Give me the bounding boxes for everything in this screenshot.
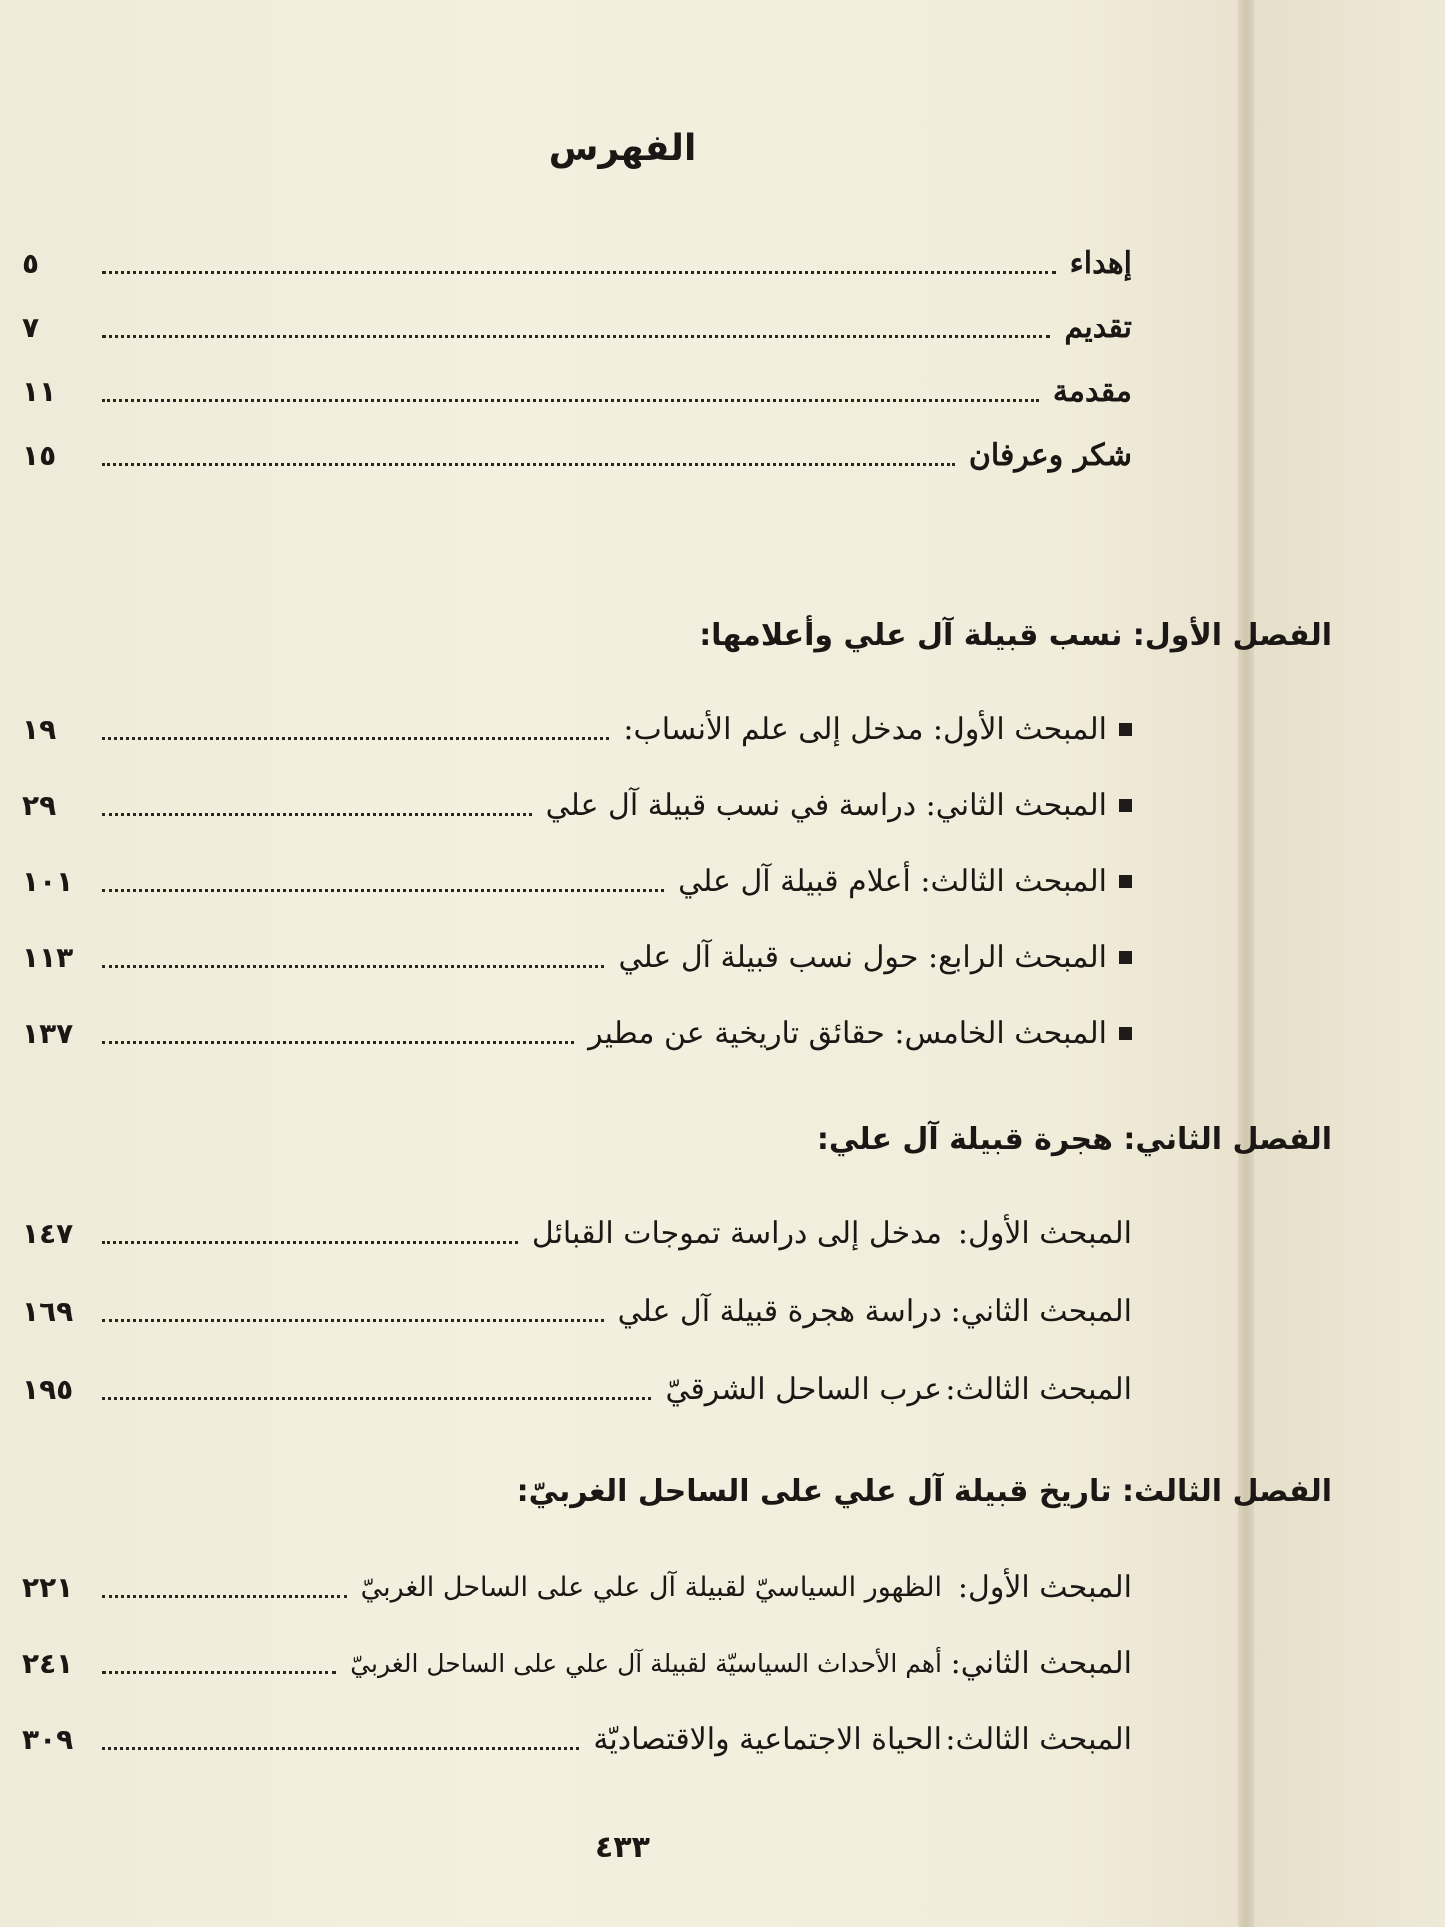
toc-label: المبحث الثالث: أعلام قبيلة آل علي [678, 864, 1107, 899]
toc-label: المبحث الثاني: دراسة في نسب قبيلة آل علي [545, 788, 1107, 823]
toc-row-ch3-s3 [22, 1708, 1132, 1762]
toc-label: إهداء [1069, 246, 1132, 281]
toc-page-number: ١٩٥ [22, 1373, 74, 1406]
square-bullet-icon [1119, 875, 1132, 888]
dot-leader [102, 399, 1039, 402]
toc-row-ch3-s2 [22, 1632, 1132, 1686]
dot-leader [102, 1595, 347, 1598]
toc-prefix: المبحث الثاني: [950, 1294, 1132, 1329]
square-bullet-icon [1119, 951, 1132, 964]
toc-page-number: ١١ [22, 375, 57, 408]
toc-page-number: ١٣٧ [22, 1017, 74, 1050]
toc-label: المبحث الخامس: حقائق تاريخية عن مطير [588, 1016, 1107, 1051]
toc-prefix: المبحث الثاني: [950, 1646, 1132, 1681]
toc-row-ch1-s1 [22, 698, 1132, 752]
dot-leader [102, 965, 604, 968]
square-bullet-icon [1119, 1027, 1132, 1040]
toc-prefix: المبحث الأول: [957, 1216, 1132, 1251]
toc-page-number: ٢٢١ [22, 1571, 74, 1604]
dot-leader [102, 335, 1050, 338]
dot-leader [102, 889, 664, 892]
toc-label: الحياة الاجتماعية والاقتصاديّة [593, 1722, 942, 1757]
chapter-1-heading: الفصل الأول: نسب قبيلة آل علي وأعلامها: [699, 618, 1332, 653]
toc-row-ch2-s2 [22, 1280, 1132, 1334]
toc-page-number: ١٦٩ [22, 1295, 74, 1328]
toc-label: شكر وعرفان [968, 438, 1132, 473]
toc-page-number: ١١٣ [22, 941, 74, 974]
toc-row-introduction [22, 360, 1132, 414]
dot-leader [102, 271, 1056, 274]
toc-page-number: ١٩ [22, 713, 57, 746]
toc-row-preface [22, 296, 1132, 350]
toc-page-number: ١٠١ [22, 865, 74, 898]
page-title: الفهرس [548, 128, 697, 169]
toc-page-number: ٧ [22, 311, 40, 344]
toc-page-number: ١٤٧ [22, 1217, 74, 1250]
page-number: ٤٣٣ [595, 1830, 650, 1865]
toc-page-number: ٢٩ [22, 789, 57, 822]
toc-page-number: ٢٤١ [22, 1647, 74, 1680]
chapter-2-heading: الفصل الثاني: هجرة قبيلة آل علي: [816, 1122, 1332, 1157]
next-page-edge [1254, 0, 1445, 1927]
square-bullet-icon [1119, 799, 1132, 812]
toc-label: عرب الساحل الشرقيّ [665, 1372, 942, 1407]
toc-row-ch1-s3 [22, 850, 1132, 904]
toc-row-ch3-s1 [22, 1556, 1132, 1610]
dot-leader [102, 1397, 651, 1400]
toc-label: المبحث الرابع: حول نسب قبيلة آل علي [618, 940, 1107, 975]
dot-leader [102, 737, 609, 740]
toc-label: تقديم [1064, 310, 1132, 345]
dot-leader [102, 1241, 518, 1244]
toc-page-number: ٥ [22, 247, 40, 280]
toc-prefix: المبحث الثالث: [945, 1372, 1132, 1407]
chapter-3-heading: الفصل الثالث: تاريخ قبيلة آل علي على الساحل الغربيّ: [516, 1474, 1332, 1509]
toc-prefix: المبحث الثالث: [945, 1722, 1132, 1757]
dot-leader [102, 1319, 604, 1322]
toc-label: أهم الأحداث السياسيّة لقبيلة آل علي على الساحل الغربيّ [350, 1649, 942, 1678]
toc-row-dedication [22, 232, 1132, 286]
book-gutter [1238, 0, 1254, 1927]
toc-label: المبحث الأول: مدخل إلى علم الأنساب: [623, 712, 1107, 747]
toc-label: دراسة هجرة قبيلة آل علي [617, 1294, 942, 1329]
toc-prefix: المبحث الأول: [957, 1570, 1132, 1605]
toc-row-ch1-s5 [22, 1002, 1132, 1056]
toc-row-ch1-s4 [22, 926, 1132, 980]
toc-label: مدخل إلى دراسة تموجات القبائل [531, 1216, 942, 1251]
toc-page-number: ٣٠٩ [22, 1723, 74, 1756]
dot-leader [102, 813, 532, 816]
dot-leader [102, 1671, 336, 1674]
toc-row-ch2-s3 [22, 1358, 1132, 1412]
dot-leader [102, 463, 955, 466]
toc-row-ch1-s2 [22, 774, 1132, 828]
dot-leader [102, 1041, 574, 1044]
dot-leader [102, 1747, 579, 1750]
toc-page-number: ١٥ [22, 439, 57, 472]
toc-label: الظهور السياسيّ لقبيلة آل علي على الساحل الغربيّ [360, 1572, 942, 1603]
toc-row-ch2-s1 [22, 1202, 1132, 1256]
toc-row-acknowledgements [22, 424, 1132, 478]
toc-label: مقدمة [1052, 374, 1132, 409]
square-bullet-icon [1119, 723, 1132, 736]
